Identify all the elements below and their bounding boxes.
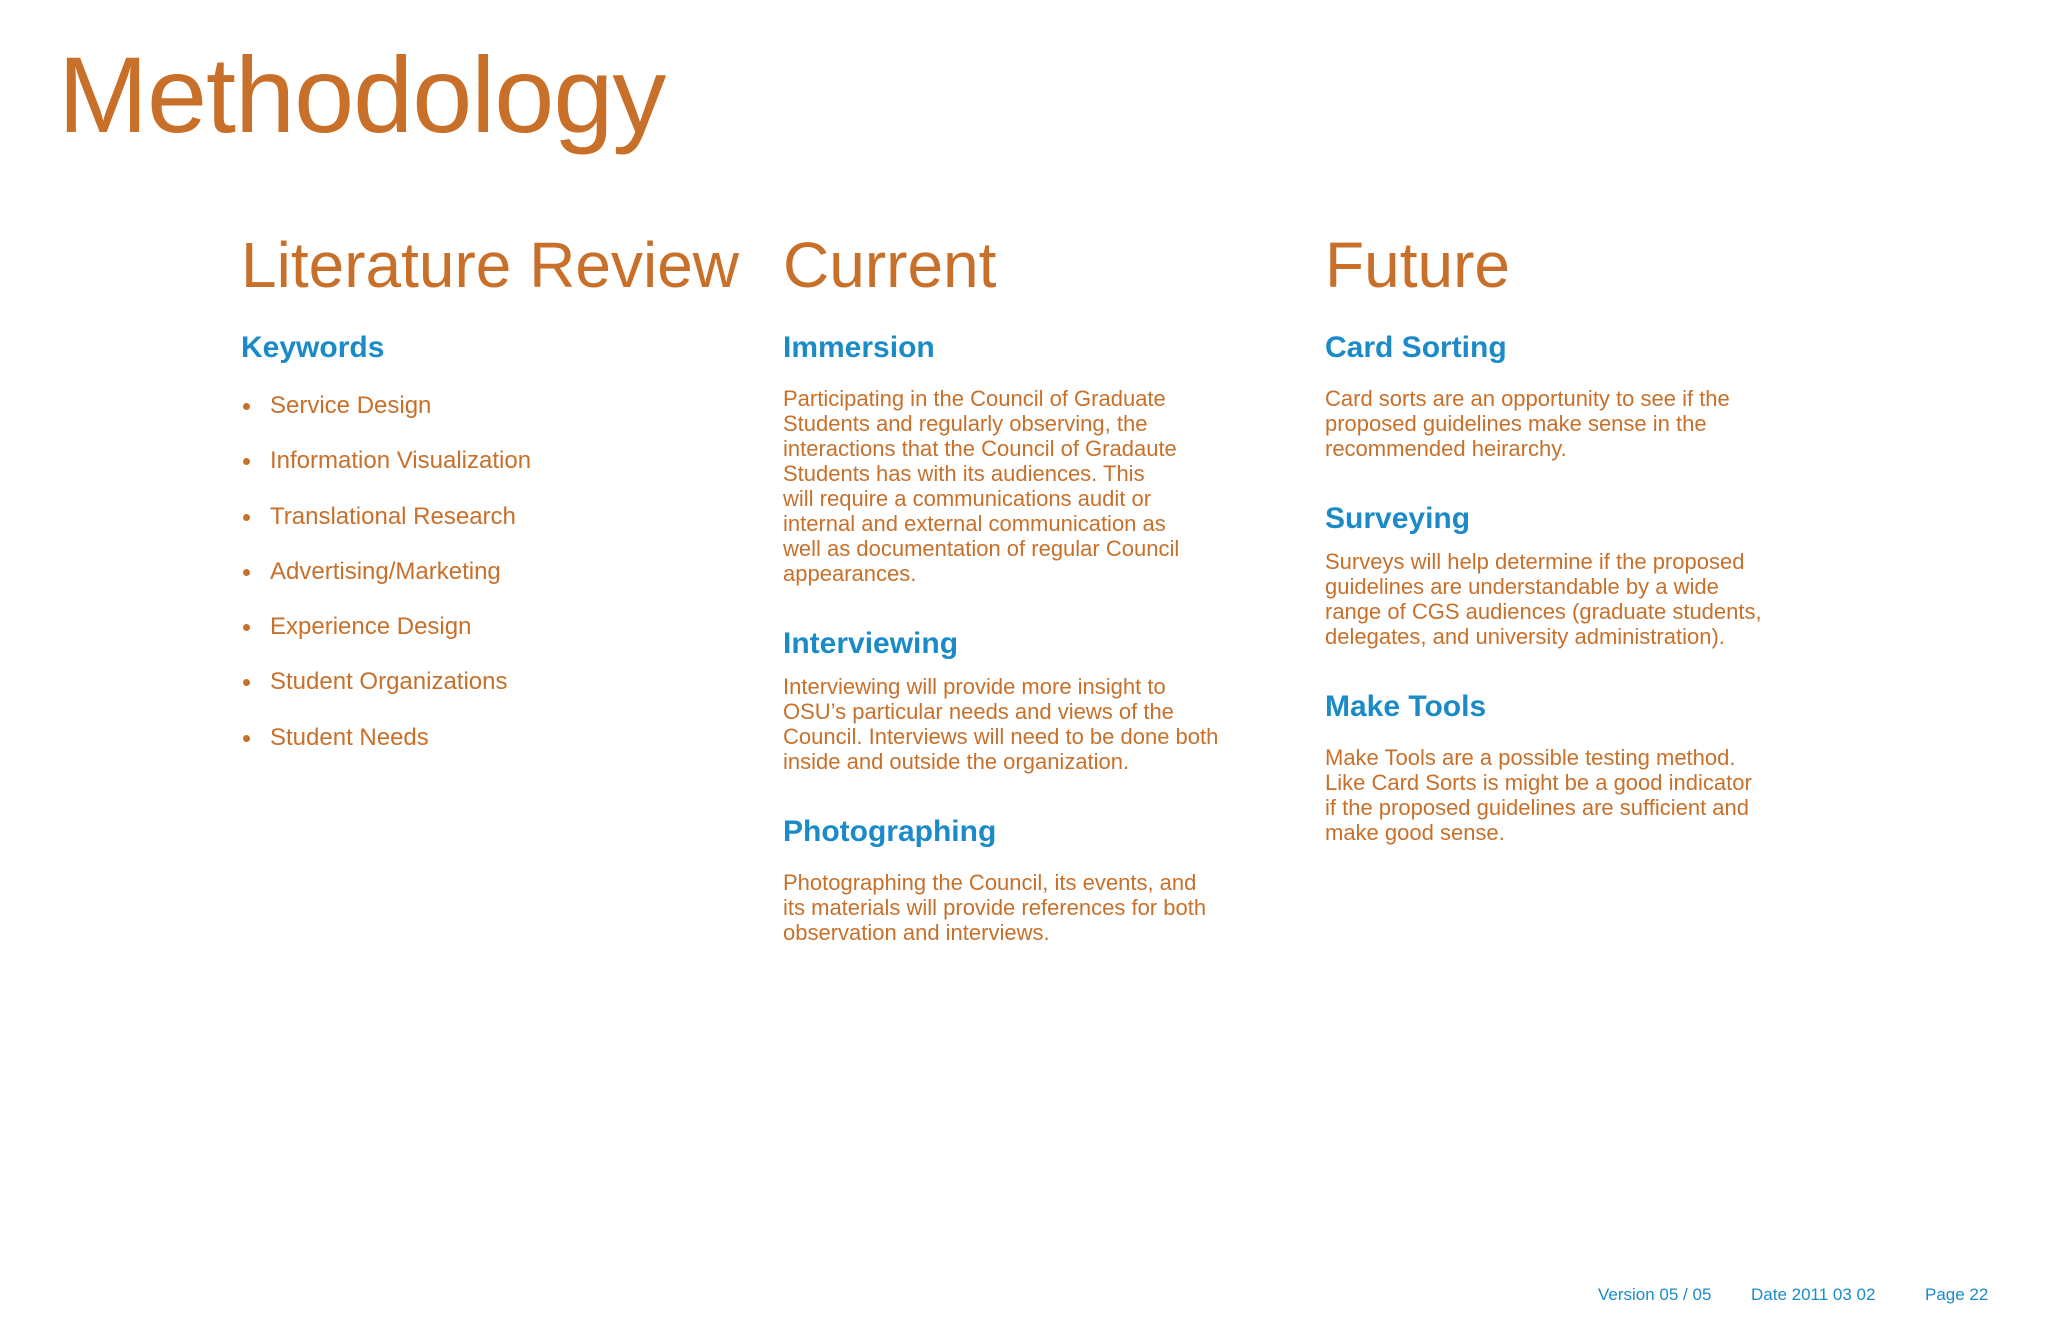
- make-tools-title: Make Tools: [1325, 690, 1487, 723]
- card-sorting-section: [1325, 330, 1825, 461]
- surveying-body: [1325, 549, 1825, 649]
- list-item: [241, 557, 741, 587]
- surveying-title: Surveying: [1325, 502, 1471, 535]
- page-title: Methodology: [58, 34, 666, 155]
- list-item: [241, 612, 741, 642]
- text-line: Students has with its audiences. This: [783, 461, 1145, 486]
- bullet-icon: [243, 679, 250, 686]
- make-tools-body: [1325, 745, 1825, 845]
- text-line: guidelines are understandable by a wide: [1325, 574, 1719, 599]
- list-item: [241, 502, 741, 532]
- keyword-label: Experience Design: [270, 613, 472, 641]
- make-tools-section: [1325, 689, 1825, 845]
- keyword-label: Service Design: [270, 392, 432, 419]
- list-item: [241, 446, 741, 476]
- bullet-icon: [243, 514, 250, 521]
- list-item: [241, 391, 741, 421]
- future-heading: Future: [1325, 229, 1510, 301]
- interviewing-body: [783, 674, 1263, 774]
- text-line: Council. Interviews will need to be done both: [783, 724, 1219, 749]
- text-line: delegates, and university administration).: [1325, 624, 1725, 649]
- text-line: observation and interviews.: [783, 920, 1050, 945]
- text-line: Students and regularly observing, the: [783, 411, 1148, 436]
- bullet-icon: [243, 735, 250, 742]
- bullet-icon: [243, 458, 250, 465]
- list-item: [241, 667, 741, 697]
- text-line: Like Card Sorts is might be a good indicator: [1325, 770, 1752, 795]
- text-line: recommended heirarchy.: [1325, 436, 1567, 461]
- text-line: Surveys will help determine if the proposed: [1325, 549, 1745, 574]
- text-line: Interviewing will provide more insight to: [783, 674, 1166, 699]
- interviewing-title: Interviewing: [783, 627, 959, 660]
- keywords-title: Keywords: [241, 331, 385, 364]
- text-line: range of CGS audiences (graduate students,: [1325, 599, 1762, 624]
- keywords-section: [241, 330, 741, 753]
- immersion-body: [783, 386, 1263, 586]
- text-line: Participating in the Council of Graduate: [783, 386, 1166, 411]
- interviewing-section: [783, 626, 1263, 774]
- list-item: [241, 723, 741, 753]
- current-heading: Current: [783, 229, 997, 301]
- text-line: appearances.: [783, 561, 917, 586]
- text-line: well as documentation of regular Council: [783, 536, 1180, 561]
- bullet-icon: [243, 569, 250, 576]
- footer-date: Date 2011 03 02: [1751, 1285, 1876, 1304]
- literature-review-heading: Literature Review: [241, 229, 739, 301]
- keyword-label: Student Needs: [270, 723, 429, 751]
- keyword-label: Student Organizations: [270, 668, 508, 696]
- current-column: [783, 225, 1263, 945]
- photographing-section: [783, 814, 1263, 945]
- card-sorting-title: Card Sorting: [1325, 331, 1507, 364]
- bullet-icon: [243, 403, 250, 410]
- text-line: Photographing the Council, its events, and: [783, 870, 1197, 895]
- text-line: its materials will provide references for both: [783, 895, 1207, 920]
- text-line: will require a communications audit or: [783, 486, 1152, 511]
- text-line: Make Tools are a possible testing method.: [1325, 745, 1736, 770]
- keywords-list: [241, 391, 741, 753]
- footer-version: Version 05 / 05: [1598, 1285, 1712, 1304]
- keyword-label: Advertising/Marketing: [270, 557, 501, 585]
- text-line: inside and outside the organization.: [783, 749, 1130, 774]
- keyword-label: Translational Research: [270, 502, 516, 530]
- photographing-title: Photographing: [783, 815, 997, 848]
- footer-page-number: Page 22: [1925, 1285, 1989, 1304]
- photographing-body: [783, 870, 1263, 945]
- immersion-section: [783, 330, 1263, 586]
- future-column: [1325, 225, 1825, 845]
- keyword-label: Information Visualization: [270, 447, 532, 475]
- text-line: Card sorts are an opportunity to see if the: [1325, 386, 1730, 411]
- text-line: OSU’s particular needs and views of the: [783, 699, 1174, 724]
- surveying-section: [1325, 501, 1825, 649]
- immersion-title: Immersion: [783, 331, 935, 364]
- text-line: interactions that the Council of Gradaute: [783, 436, 1177, 461]
- literature-review-column: [241, 225, 741, 778]
- text-line: if the proposed guidelines are sufficient and: [1325, 795, 1749, 820]
- bullet-icon: [243, 624, 250, 631]
- card-sorting-body: [1325, 386, 1825, 461]
- text-line: internal and external communication as: [783, 511, 1166, 536]
- text-line: make good sense.: [1325, 820, 1505, 845]
- text-line: proposed guidelines make sense in the: [1325, 411, 1707, 436]
